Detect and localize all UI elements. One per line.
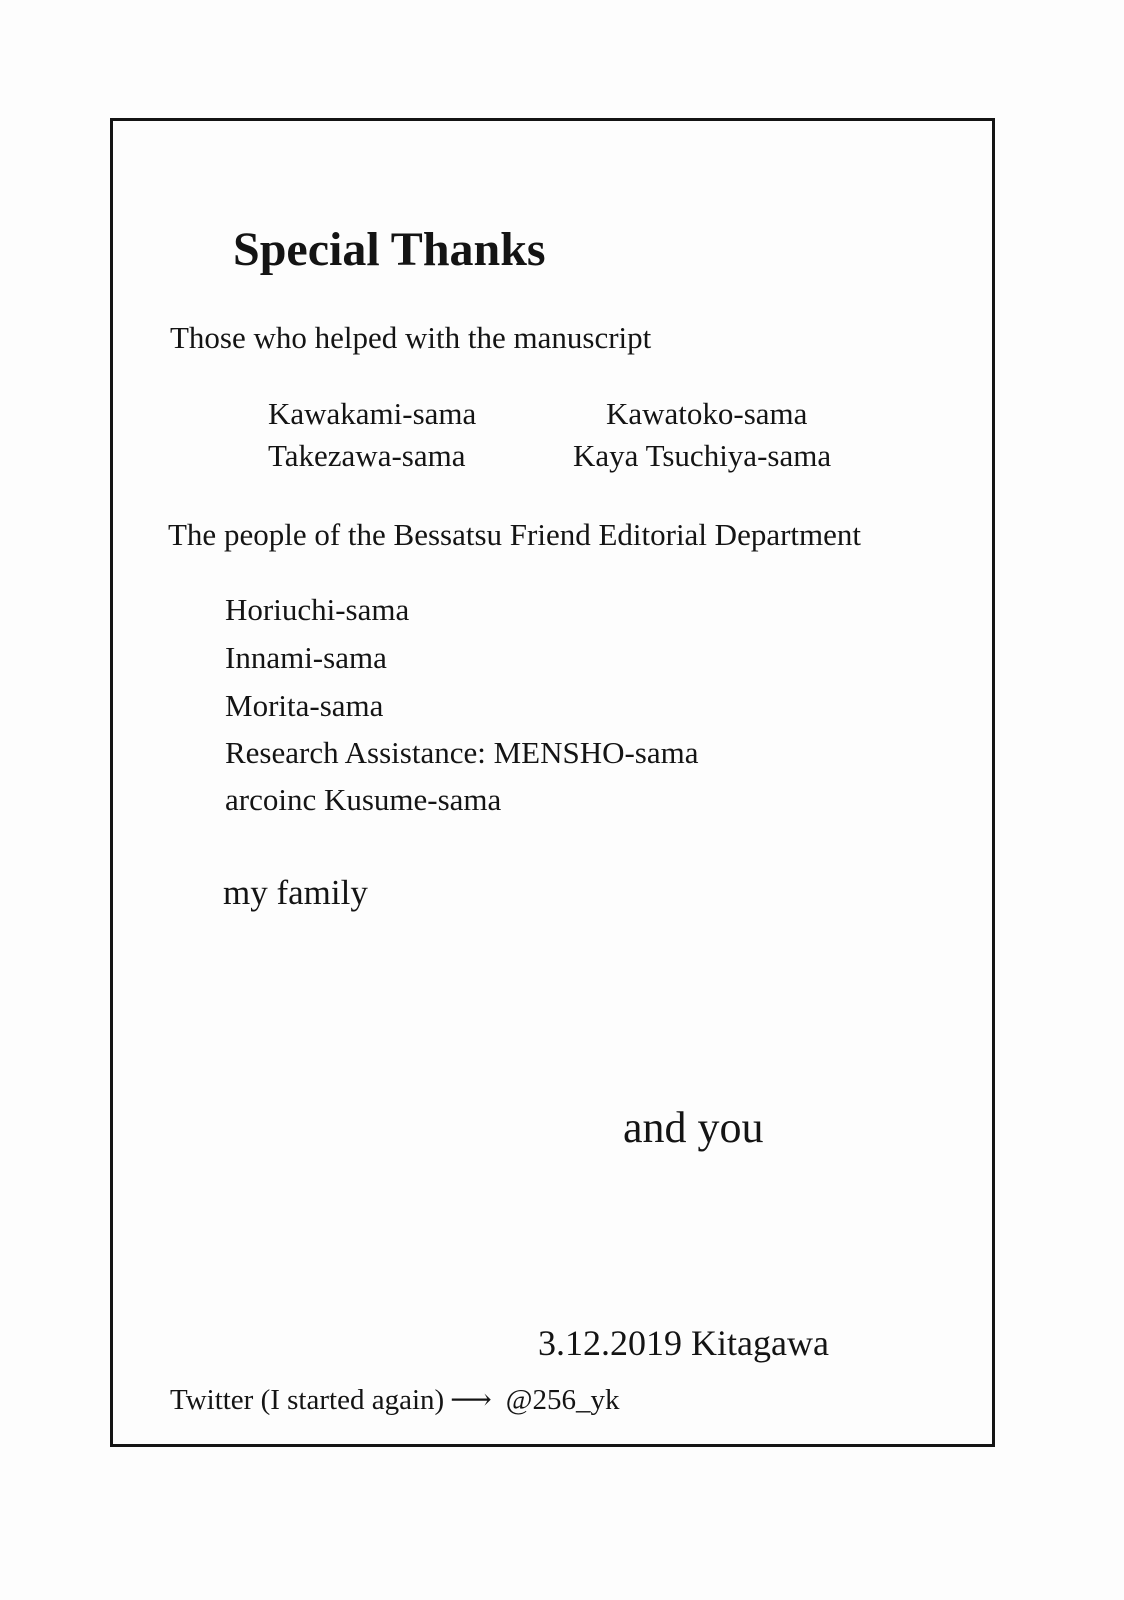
page-title: Special Thanks [233, 223, 546, 276]
manuscript-name: Kaya Tsuchiya-sama [573, 438, 832, 473]
closing-thanks: and you [623, 1103, 764, 1152]
editorial-name: Morita-sama [225, 688, 384, 723]
signature-date: 3.12.2019 Kitagawa [538, 1323, 829, 1363]
manuscript-name: Takezawa-sama [268, 438, 466, 473]
editorial-heading: The people of the Bessatsu Friend Editorial Department [168, 517, 862, 552]
manuscript-heading: Those who helped with the manuscript [170, 320, 652, 355]
arrow-right-icon: ⟶ [450, 1384, 492, 1416]
manuscript-name: Kawakami-sama [268, 396, 477, 431]
editorial-name: Horiuchi-sama [225, 592, 410, 627]
manuscript-name: Kawatoko-sama [606, 396, 808, 431]
twitter-label: Twitter (I started again) [170, 1384, 445, 1416]
twitter-line [170, 1386, 619, 1415]
editorial-name: Research Assistance: MENSHO-sama [225, 735, 699, 770]
editorial-name: arcoinc Kusume-sama [225, 782, 502, 817]
family-thanks: my family [223, 873, 368, 912]
twitter-handle: @256_yk [505, 1384, 620, 1416]
editorial-name: Innami-sama [225, 640, 387, 675]
